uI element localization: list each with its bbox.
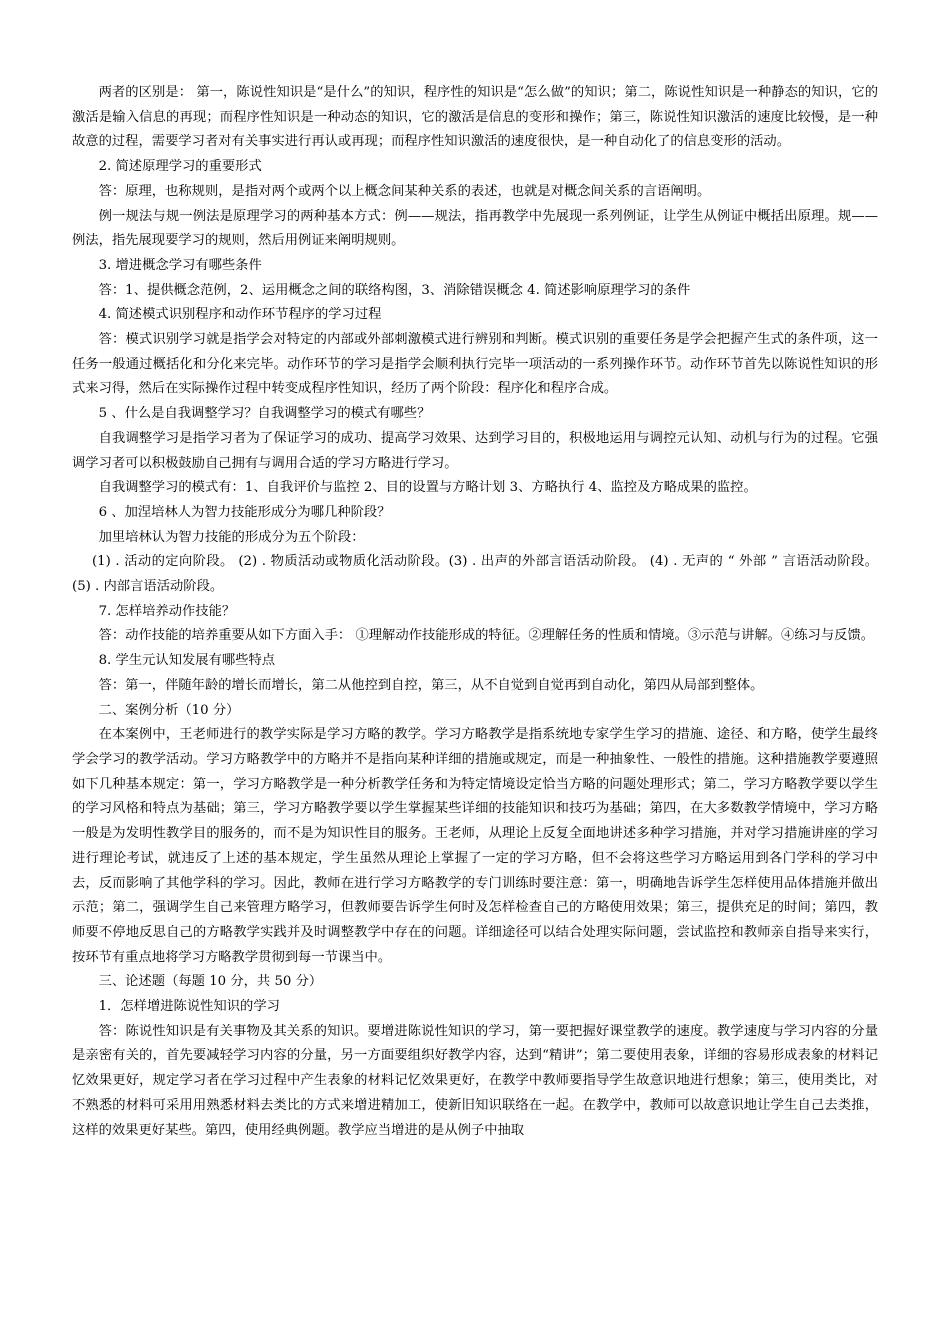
- answer-2-principle: 答：原理，也称规则，是指对两个或两个以上概念间某种关系的表述，也就是对概念间关系的言语阐明。: [98, 183, 711, 199]
- question-3-heading: 3. 增进概念学习有哪些条件: [98, 257, 262, 273]
- essay-1-heading: 1．怎样增进陈说性知识的学习: [98, 999, 280, 1015]
- question-5-heading: 5 、什么是自我调整学习？自我调整学习的模式有哪些？: [98, 406, 431, 422]
- answer-6-intro: 加里培林认为智力技能的形成分为五个阶段：: [98, 529, 365, 545]
- answer-7: 答：动作技能的培养重要从如下方面入手： ①理解动作技能形成的特征。②理解任务的性质和情境。③示范与讲解。④练习与反馈。: [98, 628, 875, 644]
- question-4-heading: 4. 简述模式识别程序和动作环节程序的学习过程: [98, 307, 382, 323]
- question-7-heading: 7. 怎样培养动作技能？: [98, 603, 236, 619]
- answer-4: 答：模式识别学习就是指学会对特定的内部或外部刺激模式进行辨别和判断。模式识别的重要任务是学会把握产生式的条件项，这一任务一般通过概括化和分化来完毕。动作环节的学习是指学会顺利执行完毕一项活动的一系列操作环节。动作环节首先以陈说性知识的形式来习得，然后在实际操作过程中转变成程序性知识，经历了两个阶段：程序化和程序合成。: [72, 332, 878, 397]
- question-2-heading: 2. 简述原理学习的重要形式: [98, 159, 262, 175]
- question-8-heading: 8. 学生元认知发展有哪些特点: [98, 653, 276, 669]
- paragraph-difference: 两者的区别是： 第一，陈说性知识是“是什么”的知识，程序性的知识是“怎么做”的知识；第二，陈说性知识是一种静态的知识，它的激活是输入信息的再现；而程序性知识是一种动态的知识，它的激活是信息的变形和操作；第三，陈说性知识激活的速度比较慢，是一种故意的过程，需要学习者对有关事实进行再认或再现；而程序性知识激活的速度很快，是一种自动化了的信息变形的活动。: [72, 85, 878, 150]
- answer-3: 答：1、提供概念范例，2、运用概念之间的联络构图，3、消除错误概念 4. 简述影响原理学习的条件: [98, 282, 691, 298]
- answer-2-methods: 例一规法与规一例法是原理学习的两种基本方式：例——规法，指再教学中先展现一系列例证，让学生从例证中概括出原理。规——例法，指先展现要学习的规则，然后用例证来阐明规则。: [72, 208, 878, 249]
- answer-5-definition: 自我调整学习是指学习者为了保证学习的成功、提高学习效果、达到学习目的，积极地运用与调控元认知、动机与行为的过程。它强调学习者可以积极鼓励自己拥有与调用合适的学习方略进行学习。: [72, 430, 878, 471]
- question-6-heading: 6 、加涅培林人为智力技能形成分为哪几种阶段？: [98, 504, 391, 520]
- answer-6-stages: (1) . 活动的定向阶段。 (2) . 物质活动或物质化活动阶段。(3) . 出声的外部言语活动阶段。 (4) . 无声的 “ 外部 ” 言语活动阶段。 (5) . 内部言语活动阶段。: [72, 554, 878, 595]
- case-analysis-body: 在本案例中，王老师进行的教学实际是学习方略的教学。学习方略教学是指系统地专家学生学习的措施、途径、和方略，使学生最终学会学习的教学活动。学习方略教学中的方略并不是指向某种详细的措施或规定，而是一种抽象性、一般性的措施。这种措施教学要遵照如下几种基本规定：第一，学习方略教学是一种分析教学任务和为特定情境设定恰当方略的问题处理形式；第二，学习方略教学要以学生的学习风格和特点为基础；第三，学习方略教学要以学生掌握某些详细的技能知识和技巧为基础；第四，在大多数教学情境中，学习方略一般是为发明性教学目的服务的，而不是为知识性目的服务。王老师，从理论上反复全面地讲述多种学习措施，并对学习措施讲座的学习进行理论考试，就违反了上述的基本规定，学生虽然从理论上掌握了一定的学习方略，但不会将这些学习方略运用到各门学科的学习中去，反而影响了其他学科的学习。因此，教师在进行学习方略教学的专门训练时要注意：第一，明确地告诉学生怎样使用品体措施并做出示范；第二，强调学生自己来管理方略学习，但教师要告诉学生何时及怎样检查自己的方略使用效果；第三，提供充足的时间；第四，教师要不停地反思自己的方略教学实践并及时调整教学中存在的问题。详细途径可以结合处理实际问题，尝试监控和教师亲自指导来实行，按环节有重点地将学习方略教学贯彻到每一节课当中。: [72, 727, 878, 965]
- answer-5-modes: 自我调整学习的模式有：1、自我评价与监控 2、目的设置与方略计划 3、方略执行 4、监控及方略成果的监控。: [98, 480, 757, 496]
- answer-8: 答：第一，伴随年龄的增长而增长，第二从他控到自控，第三，从不自觉到自觉再到自动化，第四从局部到整体。: [98, 677, 764, 693]
- section-case-analysis-heading: 二、案例分析（10 分）: [98, 702, 240, 718]
- section-essay-heading: 三、论述题（每题 10 分，共 50 分）: [98, 974, 323, 990]
- essay-1-answer: 答：陈说性知识是有关事物及其关系的知识。要增进陈说性知识的学习，第一要把握好课堂教学的速度。教学速度与学习内容的分量是亲密有关的，首先要减轻学习内容的分量，另一方面要组织好教学内容，达到“精讲”；第二要使用表象，详细的容易形成表象的材料记忆效果更好，规定学习者在学习过程中产生表象的材料记忆效果更好，在教学中教师要指导学生故意识地进行想象；第三，使用类比，对不熟悉的材料可采用用熟悉材料去类比的方式来增进精加工，使新旧知识联络在一起。在教学中，教师可以故意识地让学生自己去类推，这样的效果更好某些。第四，使用经典例题。教学应当增进的是从例子中抽取: [72, 1023, 878, 1138]
